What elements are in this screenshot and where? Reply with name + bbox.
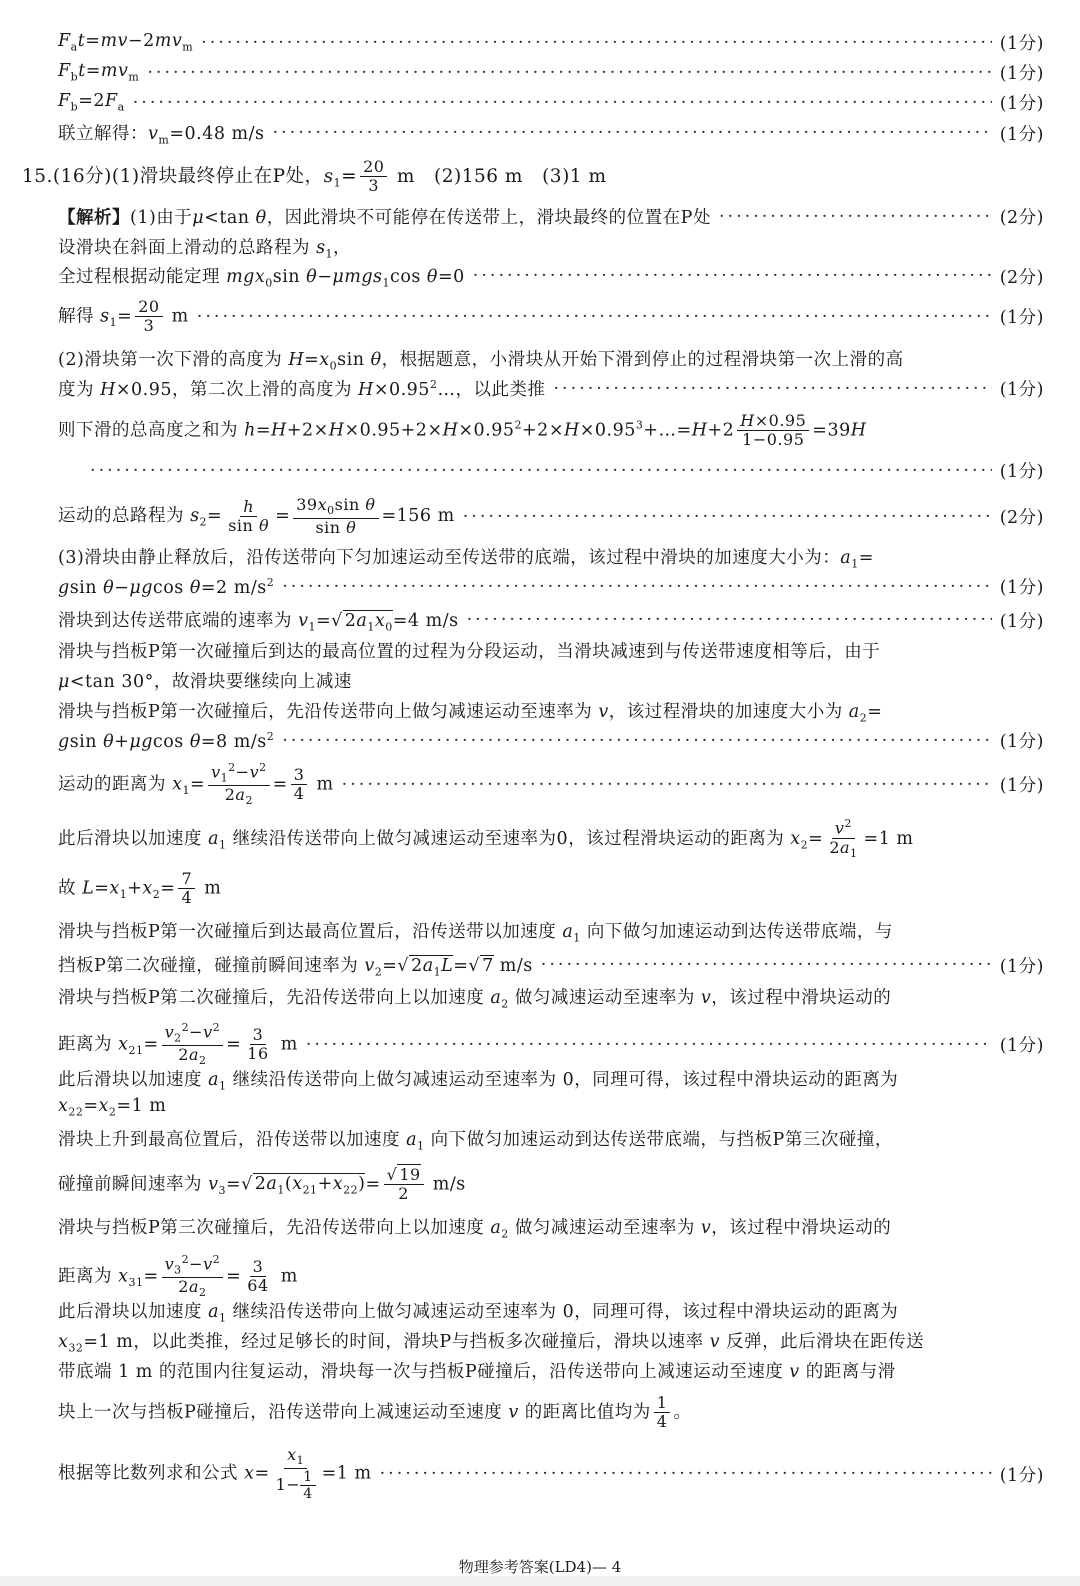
analysis-line-29: 距离为 $x_{31}=$ $\frac{v_3^2-v^2}{2a_2}$ = $\frac{3}{64}$ m	[58, 1253, 298, 1300]
analysis-line-4: 解得 $s_1=$ $\frac{20}{3}$ m ····· (1分)	[58, 298, 1044, 336]
analysis-line-2: 设滑块在斜面上滑动的总路程为 $s_1$，	[58, 238, 352, 261]
analysis-line-12: 滑块到达传送带底端的速率为 $v_1=√$ $2a_1x_0=4$ m/s ····· (1分)	[58, 607, 1044, 634]
question-15-header: 15.(16分)(1)滑块最终停止在P处，$s_1=$ $\frac{20}{3}$ m (2)156 m (3)1 m	[22, 157, 607, 196]
analysis-line-8: ····· (1分)	[90, 458, 1044, 483]
analysis-line-34: 根据等比数列求和公式 x= $x_1$ 1− $\frac{1}{4}$ =1 m ····· (1分)	[58, 1446, 1044, 1502]
analysis-line-19: 故 $L=x_1+x_2=$ $\frac{7}{4}$ m	[58, 869, 222, 908]
analysis-line-16: gsin θ+μgcos θ=8 $m/s^2$ ····· (1分)	[58, 728, 1044, 753]
analysis-line-31: $x_{32}=1$ m，以此类推，经过足够长的时间，滑块P与挡板多次碰撞后，滑块以速率 v 反弹，此后滑块在距传送	[58, 1332, 925, 1355]
analysis-line-14: μ<tan 30°，故滑块要继续向上减速	[58, 672, 352, 692]
analysis-line-3: 全过程根据动能定理 mgx$_0$sin θ−μmgs$_1$cos θ=0 ····· (2分)	[58, 263, 1044, 290]
analysis-line-6: 度为 H×0.95，第二次上滑的高度为 $H\times 0.95^2\dots$，以此类推 ····· (1分)	[58, 376, 1044, 401]
analysis-line-32: 带底端 1 m 的范围内往复运动，滑块每一次与挡板P碰撞后，沿传送带向上减速运动至速度 v 的距离与滑	[58, 1362, 896, 1382]
analysis-line-5: (2)滑块第一次下滑的高度为 $H=x_0\sin$ θ，根据题意，小滑块从开始下滑到停止的过程滑块第一次上滑的高	[58, 350, 904, 373]
analysis-line-15: 滑块与挡板P第一次碰撞后，先沿传送带向上做匀减速运动至速率为 v，该过程滑块的加速度大小为 $a_2=$	[58, 702, 883, 725]
eq-line-4: 联立解得：$v_m=0.48$ m/s ····· (1分)	[58, 120, 1044, 147]
analysis-line-13: 滑块与挡板P第一次碰撞后到达的最高位置的过程为分段运动，当滑块减速到与传送带速度相等后，由于	[58, 642, 881, 662]
analysis-line-7: 则下滑的总高度之和为 $h=H+2\times H\times 0.95+2\times H\times 0.95^2+2\times H\times 0.95^3+\dots=H+2$ $\frac{H\times 0.95}{1-0.95}$ =39H	[58, 411, 867, 450]
analysis-line-25: $x_{22}=x_2=1$ m	[58, 1096, 167, 1119]
analysis-line-11: gsin θ−μgcos θ=2 $m/s^2$ ····· (1分)	[58, 574, 1044, 599]
eq-line-1: $F_at=mv-2mv_m$ ····· (1分)	[58, 30, 1044, 55]
analysis-line-20: 滑块与挡板P第一次碰撞后到达最高位置后，沿传送带以加速度 $a_1$ 向下做匀加速运动到达传送带底端，与	[58, 922, 893, 945]
analysis-line-26: 滑块上升到最高位置后，沿传送带以加速度 $a_1$ 向下做匀加速运动到达传送带底端，与挡板P第三次碰撞，	[58, 1130, 893, 1153]
analysis-line-33: 块上一次与挡板P碰撞后，沿传送带向上减速运动至速度 v 的距离比值均为 $\frac{1}{4}$ 。	[58, 1393, 692, 1432]
page-bottom-edge	[0, 1576, 1080, 1586]
analysis-line-18: 此后滑块以加速度 $a_1$ 继续沿传送带向上做匀减速运动至速率为0，该过程滑块运动的距离为 $x_2=$ $\frac{v^2}{2a_1}$ =1 m	[58, 817, 914, 860]
analysis-line-22: 滑块与挡板P第二次碰撞后，先沿传送带向上以加速度 $a_2$ 做匀减速运动至速率为 v，该过程中滑块运动的	[58, 988, 892, 1011]
analysis-line-17: 运动的距离为 $x_1=$ $\frac{v_1^2-v^2}{2a_2}$ = $\frac{3}{4}$ m ····· (1分)	[58, 762, 1044, 808]
analysis-line-24: 此后滑块以加速度 $a_1$ 继续沿传送带向上做匀减速运动至速率为 0，同理可得，该过程中滑块运动的距离为	[58, 1070, 899, 1093]
eq-line-2: $F_bt=mv_m$ ····· (1分)	[58, 60, 1044, 85]
page-footer: 物理参考答案(LD4)— 4	[458, 1558, 622, 1576]
analysis-line-28: 滑块与挡板P第三次碰撞后，先沿传送带向上以加速度 $a_2$ 做匀减速运动至速率为 v，该过程中滑块运动的	[58, 1218, 892, 1241]
analysis-line-1: 【解析】(1)由于μ<tan θ，因此滑块不可能停在传送带上，滑块最终的位置在P处 ····· (2分)	[58, 204, 1044, 229]
analysis-line-10: (3)滑块由静止释放后，沿传送带向下匀加速运动至传送带的底端，该过程中滑块的加速度大小为：$a_1=$	[58, 548, 874, 571]
analysis-line-30: 此后滑块以加速度 $a_1$ 继续沿传送带向上做匀减速运动至速率为 0，同理可得，该过程中滑块运动的距离为	[58, 1302, 899, 1325]
eq-line-3: $F_b=2F_a$ ····· (1分)	[58, 90, 1044, 115]
analysis-line-9: 运动的总路程为 $s_2=$ $\frac{h}{\text{sin θ}}$ = $\frac{39x_0\sin \theta}{\text{sin θ}}$ =156 m ····· (2分)	[58, 496, 1044, 537]
analysis-line-27: 碰撞前瞬间速率为 $v_3=√$ $2a_1(x_{21}+x_{22})=$ $\frac{√ 19}{2}$ m/s	[58, 1165, 466, 1204]
analysis-line-23: 距离为 $x_{21}=$ $\frac{v_2^2-v^2}{2a_2}$ = $\frac{3}{16}$ m ····· (1分)	[58, 1022, 1044, 1068]
analysis-line-21: 挡板P第二次碰撞，碰撞前瞬间速率为 $v_2=√$ $2a_1L=√$ 7 m/s ····· (1分)	[58, 952, 1044, 979]
